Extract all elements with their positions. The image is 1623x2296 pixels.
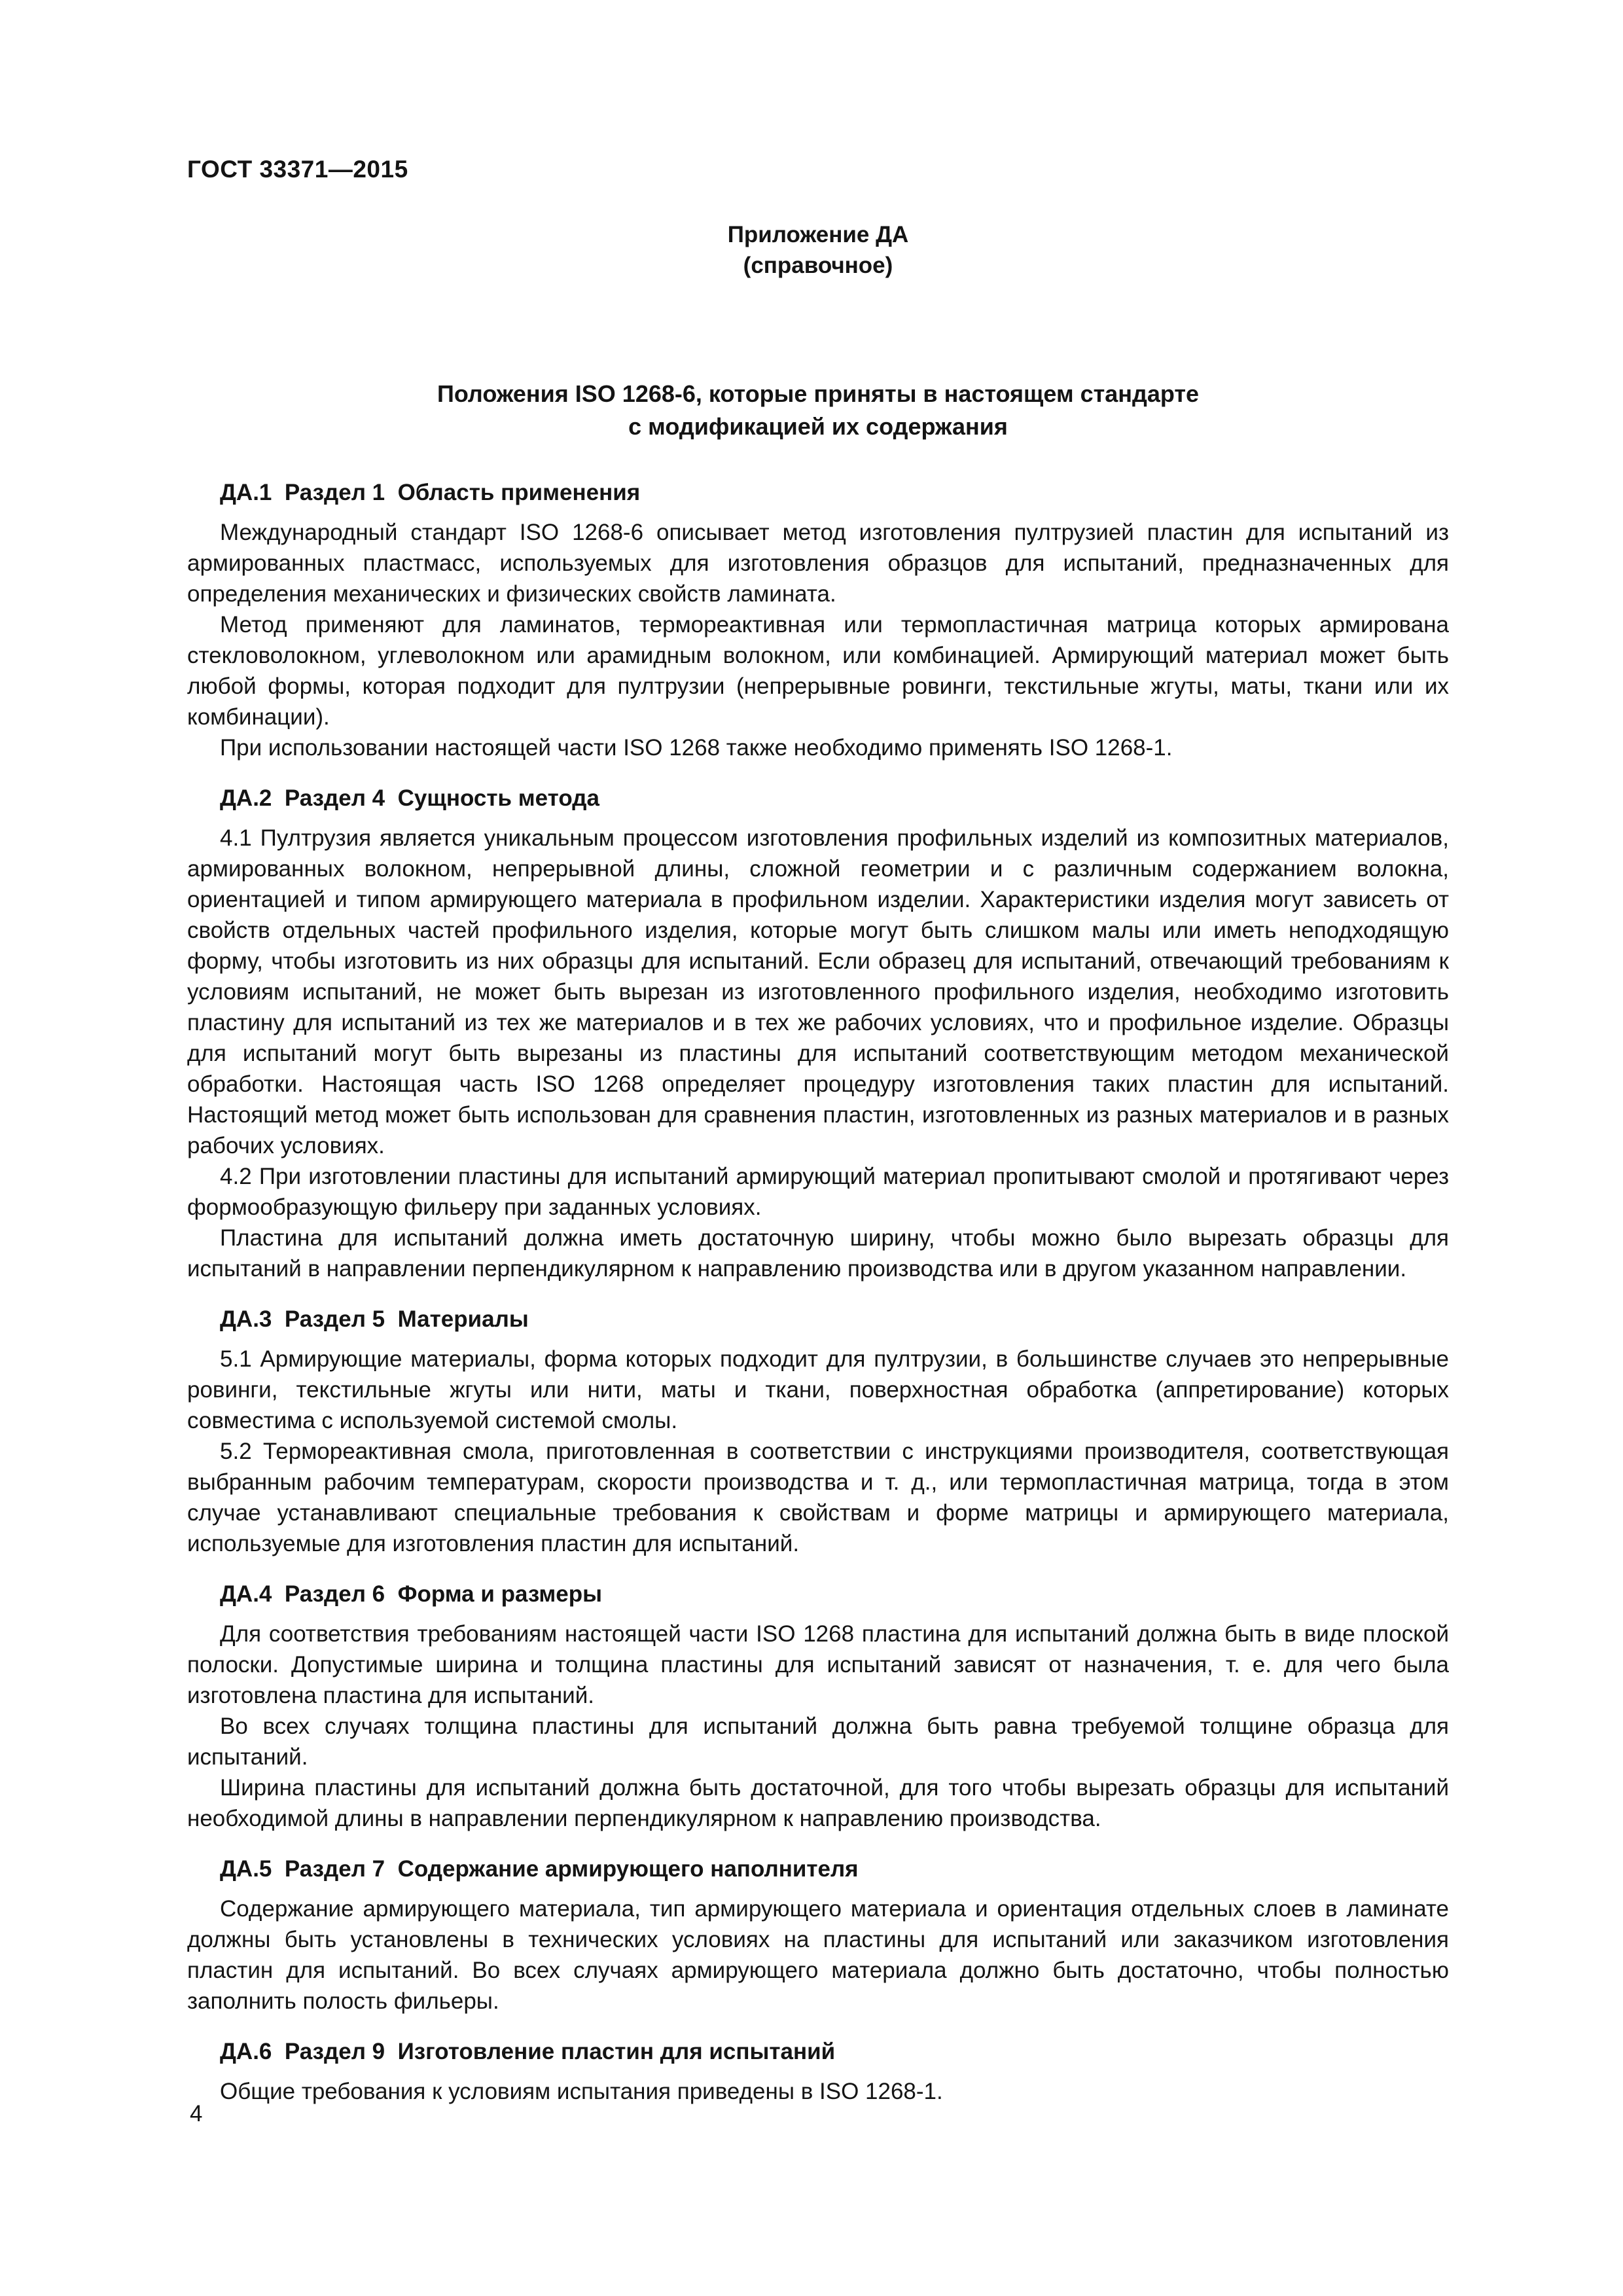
page-number: 4 (190, 2101, 203, 2126)
section-da5 (187, 1854, 1449, 2017)
section-da4 (187, 1579, 1449, 1834)
section-da3 (187, 1304, 1449, 1559)
section-heading: ДА.4 Раздел 6 Форма и размеры (220, 1581, 603, 1607)
section-heading: ДА.5 Раздел 7 Содержание армирующего наполнителя (220, 1856, 859, 1882)
paragraph: При использовании настоящей части ISO 1268 также необходимо применять ISO 1268-1. (220, 735, 1173, 761)
paragraph: 4.2 При изготовлении пластины для испытаний армирующий материал пропитывают смолой и протягивают через формообразующую фильеру при заданных условиях. (187, 1164, 1449, 1220)
annex-title-line1: Положения ISO 1268-6, которые приняты в настоящем стандарте (437, 380, 1200, 407)
paragraph: 5.2 Термореактивная смола, приготовленная в соответствии с инструкциями производителя, соответствующая выбранным рабочим температурам, скорости производства и т. д., или термопластичная матрица, тогда в этом случае устанавливают специальные требования к свойствам и форме матрицы и армирующего материала, используемые для изготовления пластин для испытаний. (187, 1439, 1449, 1556)
annex-label: Приложение ДА (727, 222, 909, 247)
paragraph: 4.1 Пултрузия является уникальным процессом изготовления профильных изделий из композитных материалов, армированных волокном, непрерывной длины, сложной геометрии и с различным содержанием волокна, ориентацией и типом армирующего материала в профильном изделии. Характеристики изделия могут зависеть от свойств отдельных частей профильного изделия, которые могут быть слишком малы или иметь неподходящую форму, чтобы изготовить из них образцы для испытаний. Если образец для испытаний, отвечающий требованиям к условиям испытаний, не может быть вырезан из изготовленного профильного изделия, необходимо изготовить пластину для испытаний из тех же материалов и в тех же рабочих условиях, что и профильное изделие. Образцы для испытаний могут быть вырезаны из пластины для испытаний соответствующим методом механической обработки. Настоящая часть ISO 1268 определяет процедуру изготовления таких пластин для испытаний. Настоящий метод может быть использован для сравнения пластин, изготовленных из разных материалов и в разных рабочих условиях. (187, 825, 1449, 1158)
paragraph: Международный стандарт ISO 1268-6 описывает метод изготовления пултрузией пластин для испытаний из армированных пластмасс, используемых для изготовления образцов для испытаний, предназначенных для определения механических и физических свойств ламината. (187, 520, 1449, 607)
section-heading: ДА.1 Раздел 1 Область применения (220, 480, 641, 505)
section-heading: ДА.3 Раздел 5 Материалы (220, 1306, 529, 1332)
section-da1 (187, 477, 1449, 763)
annex-title (187, 378, 1449, 443)
paragraph: Ширина пластины для испытаний должна быть достаточной, для того чтобы вырезать образцы для испытаний необходимой длины в направлении перпендикулярном к направлению производства. (187, 1775, 1449, 1831)
annex-header (187, 219, 1449, 281)
paragraph: Содержание армирующего материала, тип армирующего материала и ориентация отдельных слоев в ламинате должны быть установлены в технических условиях на пластины для испытаний или заказчиком изготовления пластин для испытаний. Во всех случаях армирующего материала должно быть достаточно, чтобы полностью заполнить полость фильеры. (187, 1896, 1449, 2014)
annex-title-line2: с модификацией их содержания (628, 413, 1008, 440)
paragraph: 5.1 Армирующие материалы, форма которых подходит для пултрузии, в большинстве случаев это непрерывные ровинги, текстильные жгуты или нити, маты и ткани, поверхностная обработка (аппретирование) которых совместима с используемой системой смолы. (187, 1346, 1449, 1433)
section-da6 (187, 2036, 1449, 2107)
paragraph: Пластина для испытаний должна иметь достаточную ширину, чтобы можно было вырезать образцы для испытаний в направлении перпендикулярном к направлению производства или в другом указанном направлении. (187, 1225, 1449, 1282)
doc-number: ГОСТ 33371—2015 (187, 156, 408, 183)
section-heading: ДА.6 Раздел 9 Изготовление пластин для испытаний (220, 2039, 836, 2064)
section-da2 (187, 783, 1449, 1284)
paragraph: Для соответствия требованиям настоящей части ISO 1268 пластина для испытаний должна быть в виде плоской полоски. Допустимые ширина и толщина пластины для испытаний зависят от назначения, т. е. для чего была изготовлена пластина для испытаний. (187, 1621, 1449, 1708)
paragraph: Во всех случаях толщина пластины для испытаний должна быть равна требуемой толщине образца для испытаний. (187, 1713, 1449, 1770)
section-heading: ДА.2 Раздел 4 Сущность метода (220, 785, 599, 811)
document-body (187, 477, 1449, 2107)
annex-note: (справочное) (743, 253, 893, 278)
paragraph: Метод применяют для ламинатов, термореактивная или термопластичная матрица которых армирована стекловолокном, углеволокном или арамидным волокном, или комбинацией. Армирующий материал может быть любой формы, которая подходит для пултрузии (непрерывные ровинги, текстильные жгуты, маты, ткани или их комбинации). (187, 612, 1449, 730)
paragraph: Общие требования к условиям испытания приведены в ISO 1268-1. (220, 2079, 943, 2104)
